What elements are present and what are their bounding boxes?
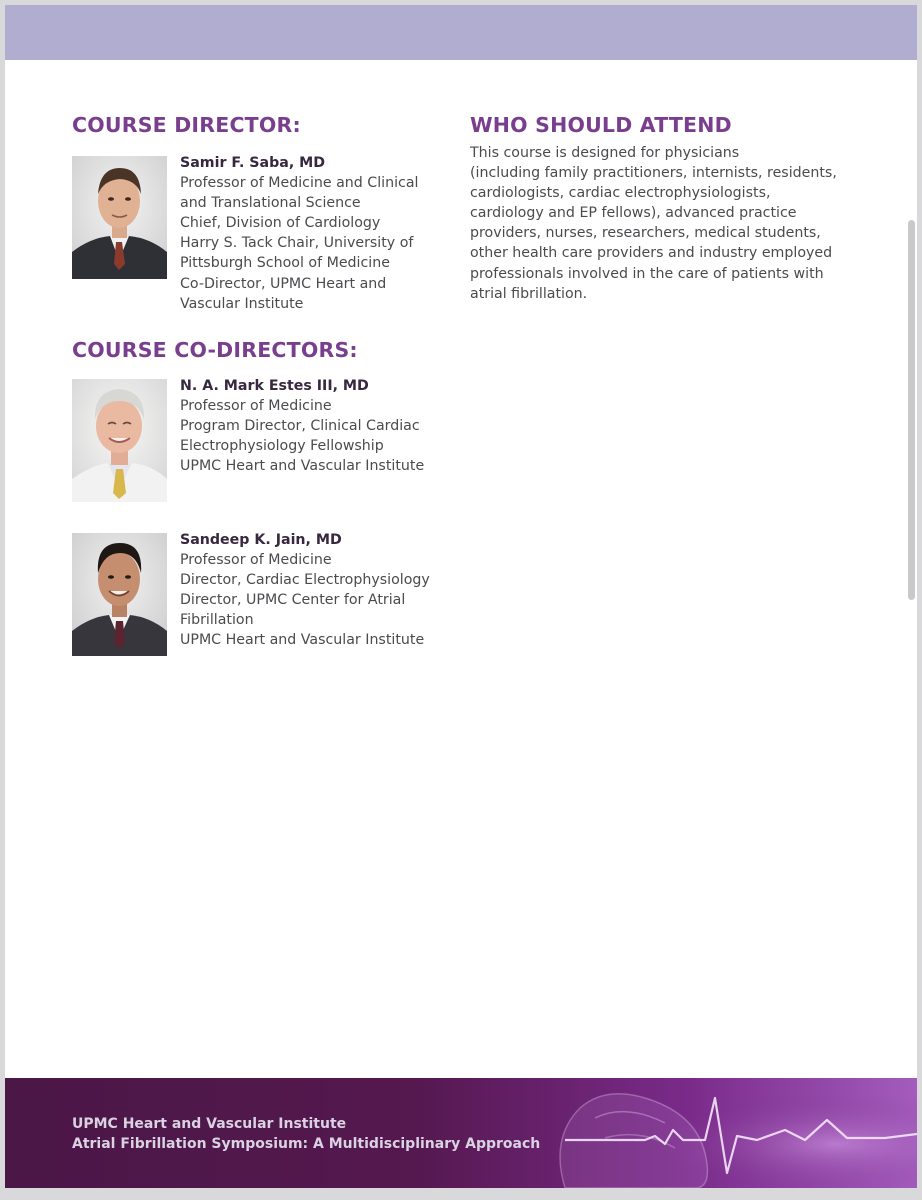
body-line: This course is designed for physicians (470, 145, 740, 161)
portrait-photo-mark-estes (72, 379, 167, 502)
title-line: Program Director, Clinical Cardiac (180, 418, 420, 435)
body-line: cardiologists, cardiac electrophysiologists, (470, 185, 771, 202)
who-should-attend-heading: WHO SHOULD ATTEND (470, 113, 732, 137)
portrait-photo-sandeep-jain (72, 533, 167, 656)
title-line: UPMC Heart and Vascular Institute (180, 632, 425, 649)
footer-text (72, 1114, 540, 1154)
title-line: Co-Director, UPMC Heart and (180, 275, 387, 292)
brochure-page (5, 5, 917, 1188)
title-line: Harry S. Tack Chair, University of (180, 235, 414, 252)
person-name: N. A. Mark Estes III, MD (180, 378, 369, 394)
title-line: Pittsburgh School of Medicine (180, 255, 390, 272)
course-director-heading: COURSE DIRECTOR: (72, 113, 301, 137)
person-name: Sandeep K. Jain, MD (180, 532, 342, 548)
body-line: (including family practitioners, internists, residents, (470, 165, 837, 182)
title-line: Electrophysiology Fellowship (180, 438, 384, 455)
person-name: Samir F. Saba, MD (180, 155, 326, 171)
footer-institute: UPMC Heart and Vascular Institute (72, 1116, 347, 1132)
title-line: Director, Cardiac Electrophysiology (180, 572, 430, 589)
title-line: Professor of Medicine and Clinical (180, 175, 419, 192)
title-line: Professor of Medicine (180, 552, 332, 569)
title-line: UPMC Heart and Vascular Institute (180, 458, 425, 475)
body-line: other health care providers and industry employed (470, 245, 833, 262)
course-co-directors-heading: COURSE CO-DIRECTORS: (72, 338, 358, 362)
footer-symposium-title: Atrial Fibrillation Symposium: A Multidisciplinary Approach (72, 1136, 541, 1152)
body-line: cardiology and EP fellows), advanced practice (470, 205, 797, 222)
title-line: Director, UPMC Center for Atrial (180, 592, 406, 609)
body-line: providers, nurses, researchers, medical students, (470, 225, 821, 242)
title-line: Fibrillation (180, 612, 254, 629)
vertical-scrollbar[interactable] (908, 220, 915, 600)
top-color-band (5, 5, 917, 60)
co-director-info (180, 530, 455, 651)
title-line: and Translational Science (180, 195, 361, 212)
title-line: Vascular Institute (180, 295, 304, 312)
title-line: Professor of Medicine (180, 398, 332, 415)
body-line: professionals involved in the care of patients with (470, 265, 824, 282)
portrait-photo-samir-saba (72, 156, 167, 279)
co-director-info (180, 376, 455, 476)
who-should-attend-body (470, 143, 870, 304)
title-line: Chief, Division of Cardiology (180, 215, 381, 232)
body-line: atrial fibrillation. (470, 285, 588, 302)
footer-banner (5, 1078, 917, 1188)
director-info (180, 153, 455, 314)
